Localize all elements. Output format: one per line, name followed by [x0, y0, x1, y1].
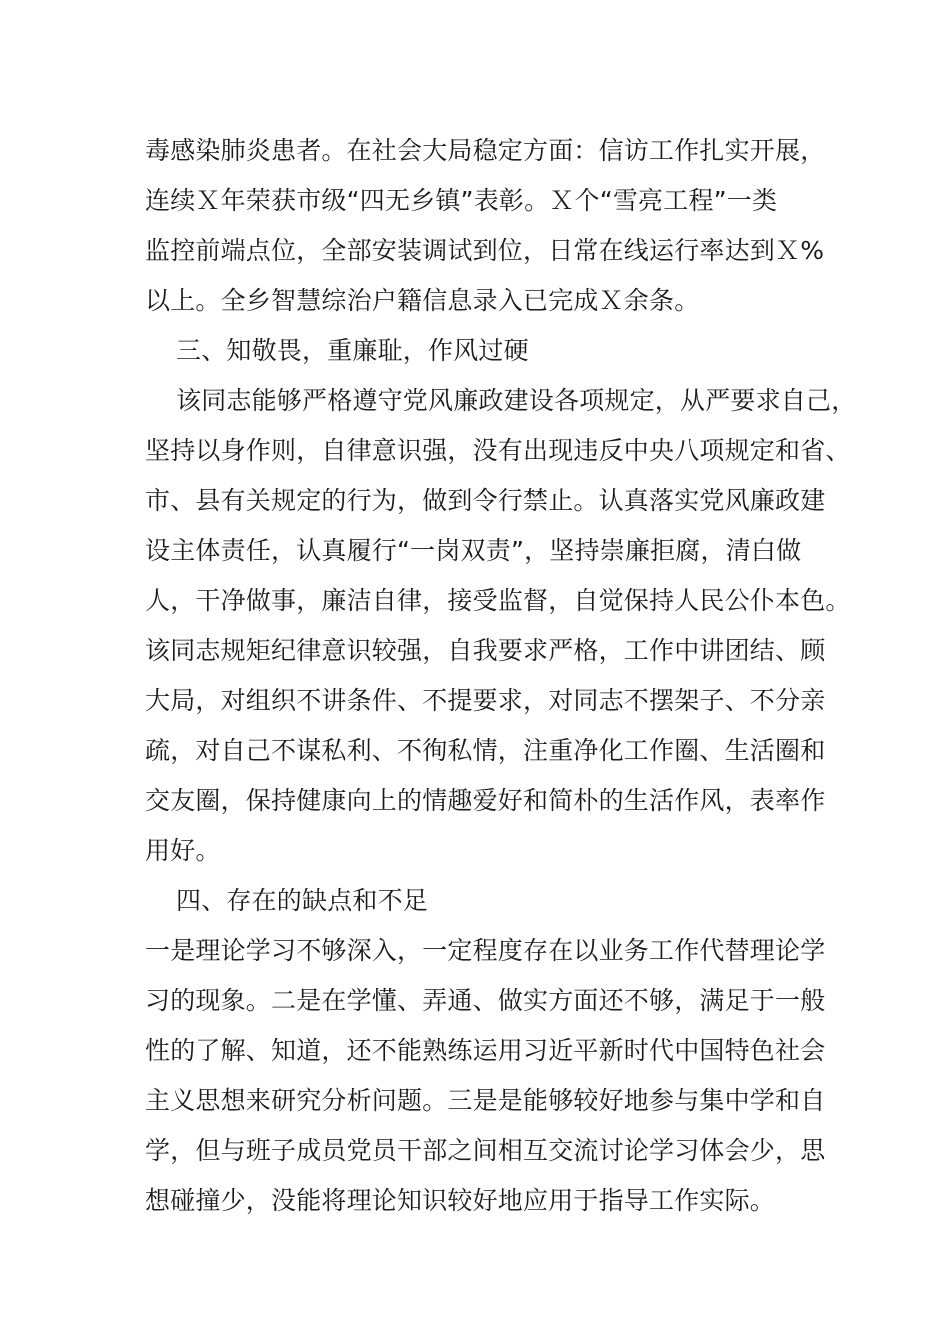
text-line: 交友圈，保持健康向上的情趣爱好和简朴的生活作风，表率作	[145, 786, 826, 815]
text-line: 连续Ｘ年荣获市级“四无乡镇”表彰。Ｘ个“雪亮工程”一类	[145, 186, 778, 215]
text-line: 习的现象。二是在学懂、弄通、做实方面还不够，满足于一般	[145, 986, 826, 1015]
text-line: 该同志能够严格遵守党风廉政建设各项规定，从严要求自己，	[176, 386, 857, 415]
text-line: 主义思想来研究分析问题。三是是能够较好地参与集中学和自	[145, 1086, 826, 1115]
text-line: 性的了解、知道，还不能熟练运用习近平新时代中国特色社会	[145, 1036, 826, 1065]
text-line: 人，干净做事，廉洁自律，接受监督，自觉保持人民公仆本色。	[145, 586, 851, 615]
text-line: 监控前端点位，全部安装调试到位，日常在线运行率达到Ｘ%	[145, 236, 825, 265]
text-line: 以上。全乡智慧综治户籍信息录入已完成Ｘ余条。	[145, 286, 700, 315]
text-line: 学，但与班子成员党员干部之间相互交流讨论学习体会少，思	[145, 1136, 826, 1165]
text-line: 市、县有关规定的行为，做到令行禁止。认真落实党风廉政建	[145, 486, 826, 515]
text-line: 用好。	[145, 836, 221, 865]
text-line: 该同志规矩纪律意识较强，自我要求严格，工作中讲团结、顾	[145, 636, 826, 665]
text-line: 毒感染肺炎患者。在社会大局稳定方面：信访工作扎实开展，	[145, 136, 826, 165]
text-line: 一是理论学习不够深入，一定程度存在以业务工作代替理论学	[145, 936, 826, 965]
text-line: 疏，对自己不谋私利、不徇私情，注重净化工作圈、生活圈和	[145, 736, 826, 765]
text-line: 大局，对组织不讲条件、不提要求，对同志不摆架子、不分亲	[145, 686, 826, 715]
text-line: 设主体责任，认真履行“一岗双责”，坚持崇廉拒腐，清白做	[145, 536, 802, 565]
text-line: 想碰撞少，没能将理论知识较好地应用于指导工作实际。	[145, 1186, 776, 1215]
section-heading: 三、知敬畏，重廉耻，作风过硬	[176, 336, 529, 365]
section-heading: 四、存在的缺点和不足	[176, 886, 429, 915]
text-line: 坚持以身作则，自律意识强，没有出现违反中央八项规定和省、	[145, 436, 851, 465]
